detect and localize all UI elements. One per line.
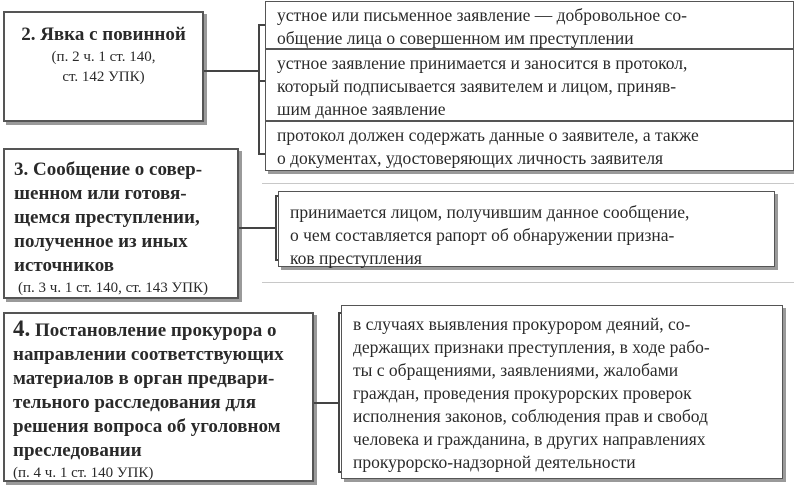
section2-box (3, 11, 204, 122)
section4-title-line: преследовании (13, 440, 142, 461)
text-line: держащих признаки преступления, в ходе рабо- (353, 337, 710, 357)
separator-line (262, 282, 794, 283)
text-line: протокол должен содержать данные о заявителе, а также (277, 125, 699, 145)
text-line: который подписывается заявителем и лицом, приняв- (277, 76, 677, 96)
text-line: граждан, проведения прокурорских проверок (353, 383, 692, 403)
section2-title: 2. Явка с повинной (21, 24, 186, 45)
section3-connector-h (239, 227, 275, 229)
section3-title-line: полученное из иных (14, 231, 188, 252)
section2-item-2 (265, 49, 794, 121)
section3-box (3, 148, 239, 299)
text-line: принимается лицом, получившим данное сообщение, (290, 202, 690, 222)
text-line: общение лица о совершенном им преступлении (277, 28, 634, 48)
section2-ref-line1: (п. 2 ч. 1 ст. 140, (51, 49, 156, 65)
section3-ref: (п. 3 ч. 1 ст. 140, ст. 143 УПК) (18, 280, 208, 296)
text-line: в случаях выявления прокурором деяний, со- (353, 314, 691, 334)
section4-box (3, 312, 314, 482)
section3-title-line: щемся преступлении, (14, 207, 200, 228)
separator-line (262, 183, 794, 184)
text-line: ков преступления (290, 248, 422, 268)
text-line: о чем составляется рапорт об обнаружении призна- (290, 225, 675, 245)
section3-connector-v (275, 195, 277, 260)
section4-title-line (13, 317, 308, 343)
section2-item-1 (265, 1, 794, 49)
text-line: устное или письменное заявление — добровольное со- (277, 5, 687, 25)
section3-title-line: источников (14, 255, 115, 276)
section4-title-line: направлении соответствующих (13, 344, 284, 365)
text-line: ты с обращениями, заявлениями, жалобами (353, 360, 679, 380)
section2-item-shadow (268, 171, 794, 174)
text-line: о документах, удостоверяющих личность заявителя (277, 148, 664, 168)
section4-title-line: решения вопроса об уголовном (13, 416, 281, 437)
text-line: устное заявление принимается и заносится в протокол, (277, 53, 688, 73)
text-line: шим данное заявление (277, 99, 446, 119)
section4-title-first: Постановление прокурора о (30, 320, 277, 341)
text-line: исполнения законов, соблюдения прав и свобод (353, 406, 708, 426)
text-line: человека и гражданина, в других направлениях (353, 429, 706, 449)
section2-ref-line2: ст. 142 УПК) (62, 69, 145, 85)
section2-item-3 (265, 121, 794, 171)
section4-item (341, 305, 783, 479)
section4-number: 4. (13, 316, 31, 341)
section3-title-line: 3. Сообщение о совер- (14, 159, 203, 180)
section4-connector-h (314, 402, 338, 404)
section4-title-line: материалов в орган предвари- (13, 368, 275, 389)
section2-connector-v (258, 24, 260, 154)
section3-title-line: шенном или готовя- (14, 183, 187, 204)
section4-ref: (п. 4 ч. 1 ст. 140 УПК) (13, 465, 154, 481)
section4-connector-v (338, 312, 340, 472)
section2-connector-h (204, 70, 258, 72)
text-line: прокурорско-надзорной деятельности (353, 452, 636, 472)
section3-item (278, 191, 775, 267)
section4-title-line: тельного расследования для (13, 392, 256, 413)
